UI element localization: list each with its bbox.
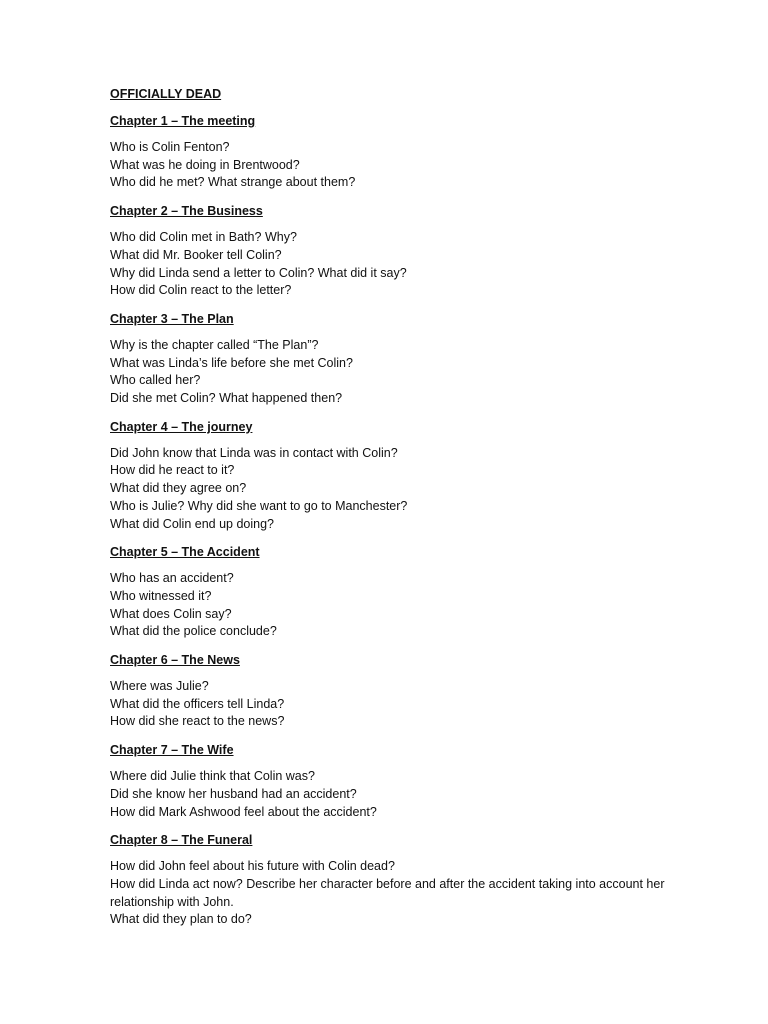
question-list [110, 858, 710, 929]
chapter-section [110, 202, 710, 300]
chapter-heading: Chapter 2 – The Business [110, 204, 263, 219]
question-item: How did Mark Ashwood feel about the accident? [110, 804, 377, 819]
question-item: Did John know that Linda was in contact with Colin? [110, 445, 398, 460]
chapter-heading: Chapter 5 – The Accident [110, 545, 260, 560]
chapter-section [110, 543, 710, 641]
question-item: Who witnessed it? [110, 588, 212, 603]
chapter-heading: Chapter 4 – The journey [110, 419, 253, 434]
question-item: What did the officers tell Linda? [110, 696, 285, 711]
chapter-heading: Chapter 6 – The News [110, 653, 240, 668]
question-item: Who has an accident? [110, 571, 234, 586]
chapter-heading: Chapter 8 – The Funeral [110, 833, 253, 848]
question-item: What did Mr. Booker tell Colin? [110, 247, 282, 262]
question-item: Who is Julie? Why did she want to go to Manchester? [110, 498, 408, 513]
question-item: Where did Julie think that Colin was? [110, 769, 315, 784]
question-item: What did Colin end up doing? [110, 516, 275, 531]
chapter-section [110, 112, 710, 192]
question-item: What was Linda’s life before she met Colin? [110, 355, 353, 370]
question-item: Why did Linda send a letter to Colin? What did it say? [110, 265, 407, 280]
question-item: What was he doing in Brentwood? [110, 157, 300, 172]
question-list [110, 229, 710, 300]
chapter-heading: Chapter 7 – The Wife [110, 743, 234, 758]
question-item: How did she react to the news? [110, 714, 285, 729]
question-list [110, 570, 710, 641]
question-list [110, 139, 710, 192]
question-item: Who did Colin met in Bath? Why? [110, 230, 297, 245]
question-item: Who did he met? What strange about them? [110, 175, 356, 190]
question-list [110, 678, 710, 731]
question-item: What did they agree on? [110, 481, 247, 496]
chapter-heading: Chapter 3 – The Plan [110, 311, 234, 326]
chapter-list [110, 112, 710, 929]
question-list [110, 337, 710, 408]
question-item: How did Colin react to the letter? [110, 283, 292, 298]
chapter-section [110, 651, 710, 731]
question-list [110, 768, 710, 821]
chapter-section [110, 418, 710, 534]
question-item: Where was Julie? [110, 679, 209, 694]
question-item: What did the police conclude? [110, 624, 277, 639]
question-item: What does Colin say? [110, 606, 232, 621]
question-item: Who is Colin Fenton? [110, 140, 230, 154]
question-item: Did she met Colin? What happened then? [110, 391, 343, 406]
chapter-section [110, 831, 710, 929]
question-item: How did John feel about his future with Colin dead? [110, 859, 395, 874]
document-page [110, 85, 710, 939]
chapter-section [110, 310, 710, 408]
question-item: Who called her? [110, 373, 201, 388]
question-item: Why is the chapter called “The Plan”? [110, 337, 319, 352]
question-item: How did Linda act now? Describe her character before and after the accident taking into account her relationship with John. [110, 876, 665, 909]
question-list [110, 445, 710, 534]
chapter-heading: Chapter 1 – The meeting [110, 114, 256, 128]
question-item: Did she know her husband had an accident? [110, 786, 357, 801]
document-title: OFFICIALLY DEAD [110, 87, 222, 101]
question-item: How did he react to it? [110, 463, 235, 478]
question-item: What did they plan to do? [110, 912, 252, 927]
chapter-section [110, 741, 710, 821]
